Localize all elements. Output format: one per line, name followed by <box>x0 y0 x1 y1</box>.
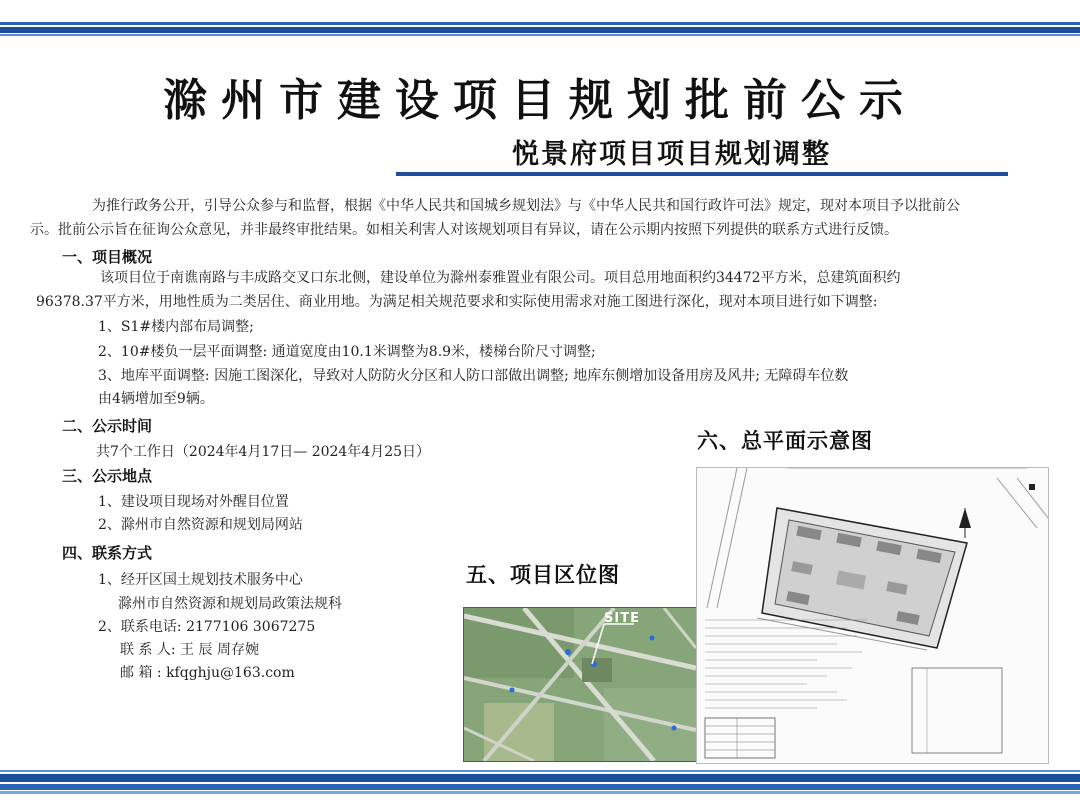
site-plan-drawing <box>696 467 1049 764</box>
location-item-2: 2、滁州市自然资源和规划局网站 <box>98 517 303 533</box>
intro-line-1: 为推行政务公开，引导公众参与和监督，根据《中华人民共和国城乡规划法》与《中华人民共和国行政许可法》规定，现对本项目予以批前公 <box>92 198 960 214</box>
adjustment-item-3-continued: 由4辆增加至9辆。 <box>98 391 214 407</box>
contact-org-1: 1、经开区国土规划技术服务中心 <box>98 572 303 588</box>
contact-org-2: 滁州市自然资源和规划局政策法规科 <box>118 596 342 612</box>
location-map-image <box>463 607 697 762</box>
section-heading-overview: 一、项目概况 <box>62 248 153 266</box>
section-heading-location: 三、公示地点 <box>62 467 153 485</box>
adjustment-item-1: 1、S1#楼内部布局调整; <box>98 319 254 335</box>
intro-line-2: 示。批前公示旨在征询公众意见，并非最终审批结果。如相关利害人对该规划项目有异议，请在公示期内按照下列提供的联系方式进行反馈。 <box>30 222 898 238</box>
contact-email: 邮 箱 : kfqghju@163.com <box>120 665 295 681</box>
site-label: SITE <box>604 611 640 626</box>
period-text: 共7个工作日（2024年4月17日— 2024年4月25日） <box>96 444 431 460</box>
section-heading-location-map: 五、项目区位图 <box>466 563 620 587</box>
section-heading-site-plan: 六、总平面示意图 <box>697 429 873 453</box>
section-heading-period: 二、公示时间 <box>62 417 153 435</box>
overview-line-1: 该项目位于南谯南路与丰成路交叉口东北侧，建设单位为滁州泰雅置业有限公司。项目总用地面积约34472平方米，总建筑面积约 <box>100 270 901 286</box>
contact-phone: 2、联系电话: 2177106 3067275 <box>98 619 316 635</box>
section-heading-contact: 四、联系方式 <box>62 544 153 562</box>
page-subtitle: 悦景府项目项目规划调整 <box>512 139 831 170</box>
contact-person: 联 系 人: 王 辰 周存婉 <box>120 642 259 658</box>
location-item-1: 1、建设项目现场对外醒目位置 <box>98 494 289 510</box>
adjustment-item-2: 2、10#楼负一层平面调整: 通道宽度由10.1米调整为8.9米，楼梯台阶尺寸调整; <box>98 344 596 360</box>
overview-line-2: 96378.37平方米，用地性质为二类居住、商业用地。为满足相关规范要求和实际使用需求对施工图进行深化，现对本项目进行如下调整: <box>36 294 878 310</box>
bottom-decorative-band <box>0 770 1080 794</box>
adjustment-item-3: 3、地库平面调整: 因施工图深化，导致对人防防火分区和人防口部做出调整; 地库东侧增加设备用房及风井; 无障碍车位数 <box>98 368 849 384</box>
subtitle-underline <box>396 172 1008 176</box>
top-decorative-band <box>0 22 1080 36</box>
page-title: 滁州市建设项目规划批前公示 <box>163 75 917 126</box>
